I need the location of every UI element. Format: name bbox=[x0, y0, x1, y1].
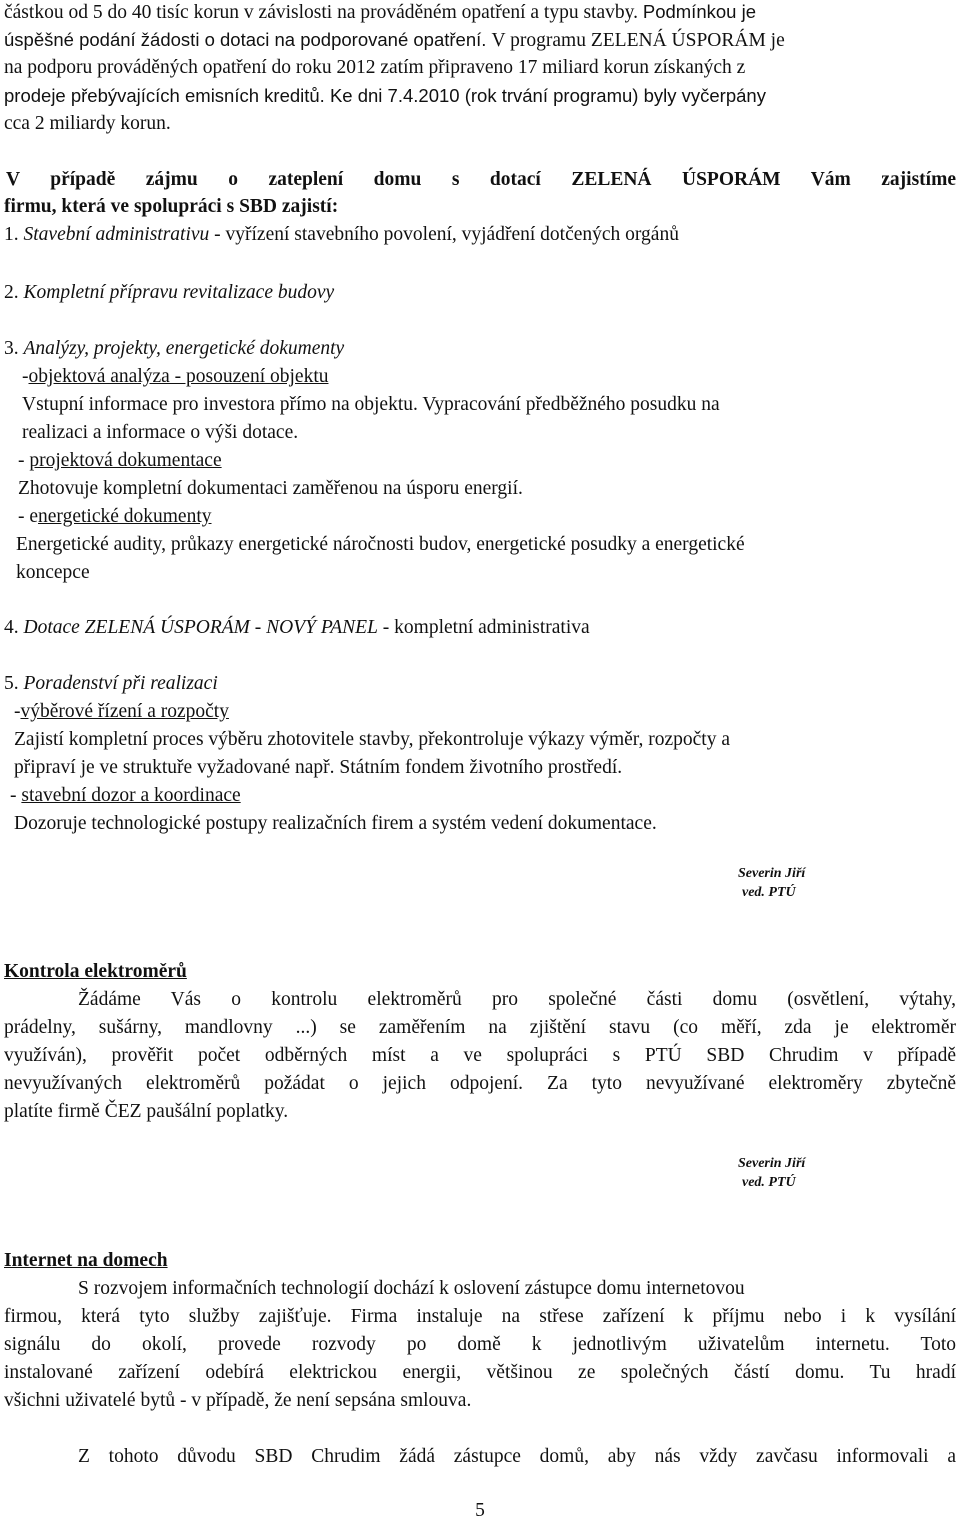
electro-paragraph: Žádáme Vás o kontrolu elektroměrů pro společné části domu (osvětlení, výtahy, bbox=[78, 989, 956, 1010]
intro-line-3: na podporu prováděných opatření do roku 2012 zatím připraveno 17 miliard korun získaných z bbox=[4, 57, 746, 78]
item-3-sub-3-title: - energetické dokumenty bbox=[18, 506, 212, 527]
electro-paragraph-5: platíte firmě ČEZ paušální poplatky. bbox=[4, 1101, 289, 1122]
item-5-sub-1-text-2: připraví je ve struktuře vyžadované např. Státním fondem životního prostředí. bbox=[14, 757, 623, 778]
item-3-sub-1-text: Vstupní informace pro investora přímo na objektu. Vypracování předběžného posudku na bbox=[22, 394, 720, 415]
intro-line-5: cca 2 miliardy korun. bbox=[4, 113, 171, 134]
electro-paragraph-2: prádelny, sušárny, mandlovny ...) se zaměřením na zjištění stavu (co měří, zda je elektroměr bbox=[4, 1017, 956, 1038]
signature-name-2: Severin Jiří bbox=[738, 1156, 806, 1171]
signature-name: Severin Jiří bbox=[738, 866, 806, 881]
item-5-sub-1-text: Zajistí kompletní proces výběru zhotovitele stavby, překontroluje výkazy výměr, rozpočty a bbox=[14, 729, 730, 750]
offer-item-5: 5. Poradenství při realizaci bbox=[4, 673, 218, 694]
item-5-sub-2-title: - stavební dozor a koordinace bbox=[10, 785, 241, 806]
section-title-electro: Kontrola elektroměrů bbox=[4, 961, 187, 982]
offer-item-2: 2. Kompletní přípravu revitalizace budovy bbox=[4, 282, 335, 303]
internet-paragraph: S rozvojem informačních technologií dochází k oslovení zástupce domu internetovou bbox=[78, 1278, 745, 1299]
offer-item-1: 1. Stavební administrativu - vyřízení stavebního povolení, vyjádření dotčených orgánů bbox=[4, 224, 679, 245]
offer-heading: V případě zájmu o zateplení domu s dotací ZELENÁ ÚSPORÁM Vám zajistíme bbox=[6, 169, 956, 190]
internet-paragraph-6: Z tohoto důvodu SBD Chrudim žádá zástupce domů, aby nás vždy zavčasu informovali a bbox=[78, 1446, 956, 1467]
intro-line-4: prodeje přebývajících emisních kreditů. Ke dni 7.4.2010 (rok trvání programu) byly vyčerpány bbox=[4, 85, 766, 106]
offer-heading-2: firmu, která ve spolupráci s SBD zajistí: bbox=[4, 196, 339, 217]
page-number: 5 bbox=[475, 1500, 485, 1521]
item-3-sub-1-title: -objektová analýza - posouzení objektu bbox=[22, 366, 329, 387]
offer-item-4: 4. Dotace ZELENÁ ÚSPORÁM - NOVÝ PANEL - kompletní administrativa bbox=[4, 617, 590, 638]
intro-line-2: úspěšné podání žádosti o dotaci na podporované opatření. V programu ZELENÁ ÚSPORÁM je bbox=[4, 29, 785, 51]
signature-role-2: ved. PTÚ bbox=[742, 1175, 796, 1190]
section-title-internet: Internet na domech bbox=[4, 1250, 168, 1271]
signature-role: ved. PTÚ bbox=[742, 885, 796, 900]
offer-item-3: 3. Analýzy, projekty, energetické dokumenty bbox=[4, 338, 345, 359]
electro-paragraph-4: nevyužívaných elektroměrů požádat o jejich odpojení. Za tyto nevyužívané elektroměry zbytečně bbox=[4, 1073, 956, 1094]
internet-paragraph-5: všichni uživatelé bytů - v případě, že není sepsána smlouva. bbox=[4, 1390, 472, 1411]
internet-paragraph-4: instalované zařízení odebírá elektrickou energii, většinou ze společných částí domu. Tu hradí bbox=[4, 1362, 956, 1383]
item-3-sub-2-title: - projektová dokumentace bbox=[18, 450, 222, 471]
electro-paragraph-3: využíván), prověřit počet odběrných míst a ve spolupráci s PTÚ SBD Chrudim v případě bbox=[4, 1045, 956, 1066]
item-3-sub-1-text-2: realizaci a informace o výši dotace. bbox=[22, 422, 299, 443]
item-3-sub-3-text: Energetické audity, průkazy energetické náročnosti budov, energetické posudky a energetické bbox=[16, 534, 745, 555]
intro-line-1: částkou od 5 do 40 tisíc korun v závislosti na prováděném opatření a typu stavby. Podmínkou je bbox=[4, 1, 756, 23]
item-5-sub-2-text: Dozoruje technologické postupy realizačních firem a systém vedení dokumentace. bbox=[14, 813, 657, 834]
item-3-sub-2-text: Zhotovuje kompletní dokumentaci zaměřenou na úsporu energií. bbox=[18, 478, 523, 499]
internet-paragraph-2: firmou, která tyto služby zajišťuje. Firma instaluje na střese zařízení k příjmu nebo i k vysílání bbox=[4, 1306, 956, 1327]
internet-paragraph-3: signálu do okolí, provede rozvody po domě k jednotlivým uživatelům internetu. Toto bbox=[4, 1334, 956, 1355]
item-5-sub-1-title: -výběrové řízení a rozpočty bbox=[14, 701, 229, 722]
item-3-sub-3-text-2: koncepce bbox=[16, 562, 90, 583]
